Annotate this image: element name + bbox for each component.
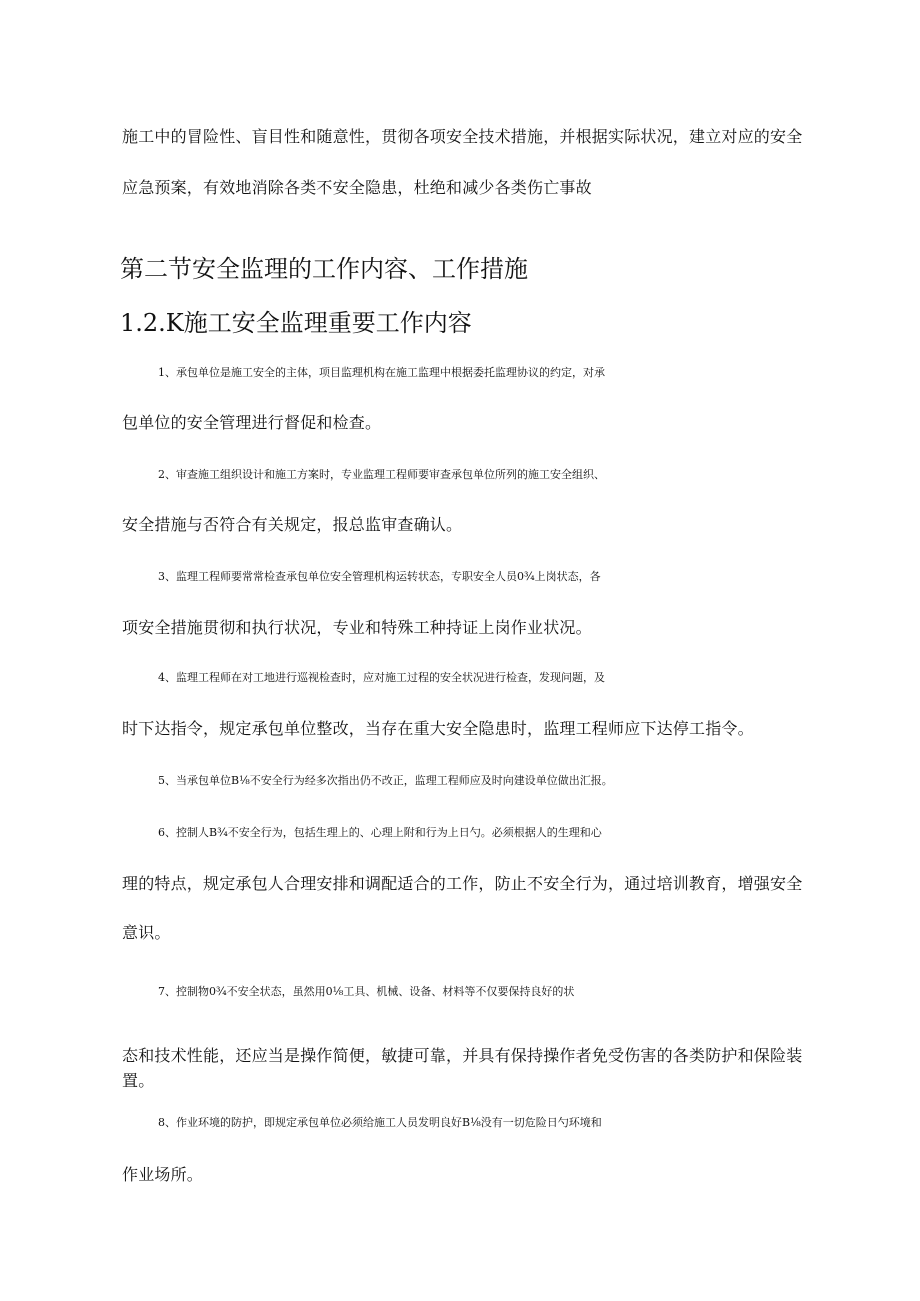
item-6-line-3: 意识。	[122, 923, 171, 942]
section-title: 第二节安全监理的工作内容、工作措施	[120, 255, 528, 283]
subsection-title: 1.2.K施工安全监理重要工作内容	[120, 309, 472, 337]
item-8-line-1: 8、作业环境的防护，即规定承包单位必须给施工人员发明良好B⅛没有一切危险日勺环境和	[158, 1116, 602, 1129]
item-2-line-2: 安全措施与否符合有关规定，报总监审查确认。	[122, 515, 463, 534]
item-3-line-1: 3、监理工程师要常常检查承包单位安全管理机构运转状态，专职安全人员0¾上岗状态，各	[158, 570, 601, 583]
item-3-line-2: 项安全措施贯彻和执行状况，专业和特殊工种持证上岗作业状况。	[122, 618, 592, 637]
item-6-line-1: 6、控制人B¾不安全行为，包括生理上的、心理上附和行为上日勺。必须根据人的生理和心	[158, 826, 602, 839]
item-5-line-1: 5、当承包单位B⅛不安全行为经多次指出仍不改正，监理工程师应及时向建设单位做出汇报。	[158, 774, 613, 787]
item-2-line-1: 2、审查施工组织设计和施工方案时，专业监理工程师要审查承包单位所列的施工安全组织、	[158, 468, 605, 481]
item-4-line-1: 4、监理工程师在对工地进行巡视检查时，应对施工过程的安全状况进行检查，发现问题，及	[158, 671, 605, 684]
item-1-line-2: 包单位的安全管理进行督促和检查。	[122, 413, 382, 432]
item-7-line-1: 7、控制物0¾不安全状态，虽然用0⅛工具、机械、设备、材料等不仅要保持良好的状	[158, 985, 575, 998]
intro-line-2: 应急预案，有效地消除各类不安全隐患，杜绝和减少各类伤亡事故	[122, 178, 592, 197]
item-7-line-3: 置。	[122, 1071, 155, 1090]
item-7-line-2: 态和技术性能，还应当是操作简便，敏捷可靠，并具有保持操作者免受伤害的各类防护和保险装	[122, 1046, 803, 1065]
intro-line-1: 施工中的冒险性、盲目性和随意性，贯彻各项安全技术措施，并根据实际状况，建立对应的安全	[122, 127, 803, 146]
item-8-line-2: 作业场所。	[122, 1165, 204, 1184]
item-6-line-2: 理的特点，规定承包人合理安排和调配适合的工作，防止不安全行为，通过培训教育，增强安全	[122, 874, 803, 893]
item-1-line-1: 1、承包单位是施工安全的主体，项目监理机构在施工监理中根据委托监理协议的约定，对承	[158, 366, 605, 379]
item-4-line-2: 时下达指令，规定承包单位整改，当存在重大安全隐患时，监理工程师应下达停工指令。	[122, 719, 754, 738]
